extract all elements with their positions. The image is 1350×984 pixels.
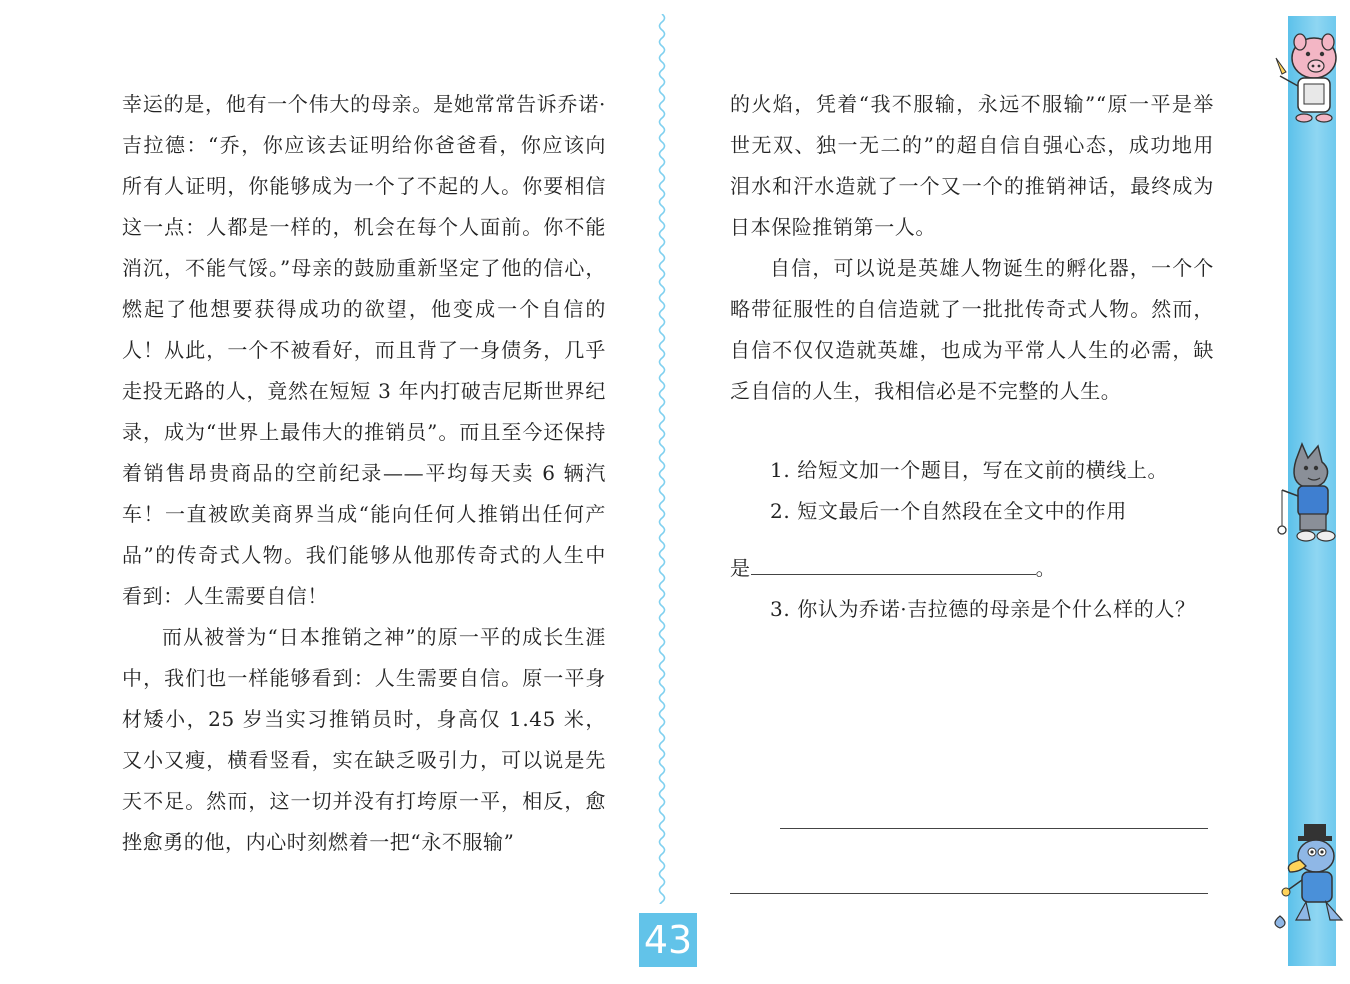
page-fold-divider — [655, 14, 669, 904]
right-page — [670, 0, 1270, 984]
wolf-yoyo-mascot-icon — [1266, 440, 1346, 550]
question-2-answer-blank[interactable] — [751, 548, 1036, 575]
section-gap — [730, 412, 1214, 450]
duck-mascot-icon — [1266, 820, 1346, 932]
question-3-answer-line[interactable] — [780, 828, 1208, 829]
question-1: 1. 给短文加一个题目，写在文前的横线上。 — [770, 458, 1169, 482]
question-3-answer-line[interactable] — [730, 893, 1208, 894]
left-page — [0, 0, 660, 984]
question-2: 2. 短文最后一个自然段在全文中的作用 — [770, 499, 1127, 523]
story-paragraph: 的火焰，凭着“我不服输，永远不服输”“原一平是举世无双、独一无二的”的超自信自强心态，成功地用泪水和汗水造就了一个又一个的推销神话，最终成为日本保险推销第一人。 — [730, 92, 1214, 239]
story-paragraph: 而从被誉为“日本推销之神”的原一平的成长生涯中，我们也一样能够看到：人生需要自信。原一平身材矮小，25 岁当实习推销员时，身高仅 1.45 米，又小又瘦，横看竖看，实在缺乏吸引力，可以说是先天不足。然而，这一切并没有打垮原一平，相反，愈挫愈勇的他，内心时刻燃着一把“永不服输” — [122, 625, 606, 854]
question-2-answer-row — [730, 548, 1214, 589]
story-paragraph: 自信，可以说是英雄人物诞生的孵化器，一个个略带征服性的自信造就了一批批传奇式人物。然而，自信不仅仅造就英雄，也成为平常人人生的必需，缺乏自信的人生，我相信必是不完整的人生。 — [730, 256, 1214, 403]
story-paragraph: 幸运的是，他有一个伟大的母亲。是她常常告诉乔诺·吉拉德：“乔，你应该去证明给你爸爸看，你应该向所有人证明，你能够成为一个了不起的人。你要相信这一点：人都是一样的，机会在每个人面前。你不能消沉，不能气馁。”母亲的鼓励重新坚定了他的信心，燃起了他想要获得成功的欲望，他变成一个自信的人！从此，一个不被看好，而且背了一身债务，几乎走投无路的人，竟然在短短 3 年内打破吉尼斯世界纪录，成为“世界上最伟大的推销员”。而且至今还保持着销售昂贵商品的空前纪录——平均每天卖 6 辆汽车！一直被欧美商界当成“能向任何人推销出任何产品”的传奇式人物。我们能够从他那传奇式的人生中看到：人生需要自信！ — [122, 92, 606, 608]
question-3: 3. 你认为乔诺·吉拉德的母亲是个什么样的人？ — [770, 597, 1196, 621]
answer-prefix: 是 — [730, 556, 751, 580]
answer-suffix: 。 — [1035, 556, 1057, 580]
left-text-column — [122, 84, 606, 863]
page-number: 43 — [639, 913, 697, 967]
pig-mascot-icon — [1266, 28, 1346, 128]
right-text-column — [730, 84, 1214, 630]
